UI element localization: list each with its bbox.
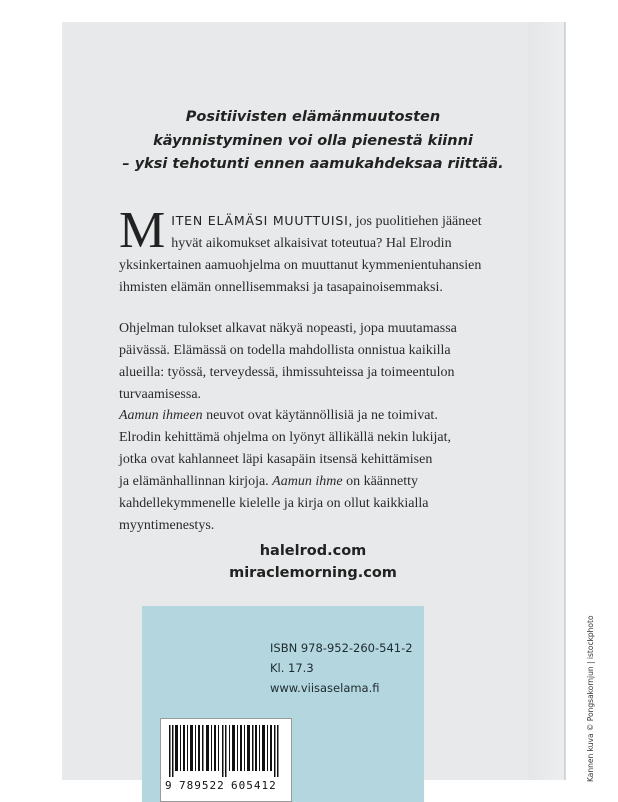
book-title-italic: Aamun ihmeen <box>119 408 203 423</box>
blurb-line: myyntimenestys. <box>119 518 215 533</box>
smallcaps-lead: ITEN ELÄMÄSI MUUTTUISI <box>171 213 349 228</box>
drop-cap: M <box>119 202 166 259</box>
blurb-text: neuvot ovat käytännöllisiä ja ne toimivat. <box>202 408 438 423</box>
blurb-line: ihmisten elämän onnellisemmaksi ja tasapainoisemmaksi. <box>119 280 443 295</box>
publisher-website: www.viisaselama.fi <box>270 681 380 695</box>
tagline-line: Positiivisten elämänmuutosten <box>185 109 441 125</box>
isbn: ISBN 978-952-260-541-2 <box>270 641 413 655</box>
url-halelrod: halelrod.com <box>259 543 367 559</box>
blurb-line: jotka ovat kahlanneet läpi kasapäin itsensä kehittämisen <box>119 452 433 467</box>
blurb-line: hyvät aikomukset alkaisivat toteutua? Hal Elrodin <box>171 236 452 251</box>
blurb-line: turvaamisessa. <box>119 387 202 402</box>
library-class: Kl. 17.3 <box>270 661 314 675</box>
tagline <box>102 106 524 177</box>
book-title-italic: Aamun ihme <box>272 474 343 489</box>
barcode-number <box>165 779 287 793</box>
back-cover <box>62 22 595 792</box>
blurb-line <box>119 405 519 427</box>
cover-edge <box>528 22 564 780</box>
barcode-icon <box>167 725 285 777</box>
blurb-line: Ohjelman tulokset alkavat näkyä nopeasti, jopa muutamassa <box>119 321 457 336</box>
blurb-line: kahdellekymmenelle kielelle ja kirja on ollut kaikkialla <box>119 496 429 511</box>
cover-photo-credit: Kannen kuva © Pongsakornjun | istockphoto <box>586 615 595 782</box>
blurb-paragraph-3 <box>119 405 519 537</box>
blurb-line: päivässä. Elämässä on todella mahdollista onnistua kaikilla <box>119 343 451 358</box>
tagline-line: käynnistyminen voi olla pienestä kiinni <box>153 132 473 149</box>
url-miraclemorning: miraclemorning.com <box>229 565 397 581</box>
blurb-paragraph-2 <box>119 318 519 406</box>
blurb-line <box>119 471 519 493</box>
tagline-line: – yksi tehotunti ennen aamukahdeksaa riittää. <box>122 156 504 172</box>
barcode-first-digit: 9 <box>165 779 172 792</box>
barcode-group-2: 605412 <box>231 779 277 792</box>
barcode-label <box>160 718 292 802</box>
blurb-line: alueilla: työssä, terveydessä, ihmissuhteissa ja toimeentulon <box>119 365 455 380</box>
website-links <box>102 540 524 584</box>
blurb-line <box>119 210 519 233</box>
blurb-line: yksinkertainen aamuohjelma on muuttanut kymmenientuhansien <box>119 258 482 273</box>
barcode-group-1: 789522 <box>179 779 225 792</box>
publisher-info <box>270 638 413 698</box>
blurb-line: Elrodin kehittämä ohjelma on lyönyt ällikällä nekin lukijat, <box>119 430 452 445</box>
blurb-text: ja elämänhallinnan kirjoja. <box>119 474 273 489</box>
blurb-paragraph-1 <box>119 202 519 299</box>
blurb-text: on käännetty <box>342 474 418 489</box>
blurb-text: , jos puolitiehen jääneet <box>348 214 482 229</box>
